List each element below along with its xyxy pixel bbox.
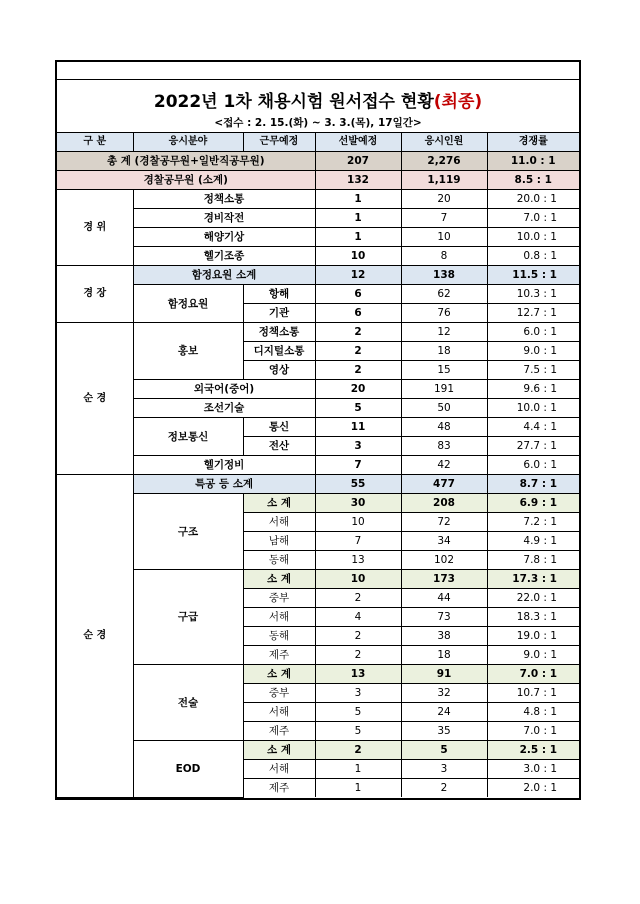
field-cell: 해양기상 [133,228,315,247]
ratio-cell: 6.0 : 1 [487,323,579,342]
application-period: <접수 : 2. 15.(화) ~ 3. 3.(목), 17일간> [214,117,422,129]
ratio-cell: 7.0 : 1 [487,209,579,228]
location-cell: 제주 [243,779,315,798]
location-cell: 정책소통 [243,323,315,342]
quota-cell: 7 [315,456,401,475]
ratio-cell: 10.0 : 1 [487,399,579,418]
group-subtotal-applicants: 5 [401,741,487,760]
quota-cell: 2 [315,627,401,646]
location-cell: 전산 [243,437,315,456]
subtotal-ratio: 8.7 : 1 [487,475,579,494]
police-subtotal-label: 경찰공무원 (소계) [57,171,315,190]
group-subtotal-ratio: 6.9 : 1 [487,494,579,513]
recruitment-status-sheet [55,60,581,800]
ratio-cell: 4.4 : 1 [487,418,579,437]
location-cell: 동해 [243,627,315,646]
applicants-cell: 3 [401,760,487,779]
ratio-cell: 0.8 : 1 [487,247,579,266]
quota-cell: 1 [315,190,401,209]
quota-cell: 3 [315,437,401,456]
applicants-cell: 15 [401,361,487,380]
applicants-cell: 48 [401,418,487,437]
header-row [57,133,579,152]
location-cell: 동해 [243,551,315,570]
location-cell: 디지털소통 [243,342,315,361]
applicants-cell: 83 [401,437,487,456]
police-subtotal-ratio: 8.5 : 1 [487,171,579,190]
group-subtotal-applicants: 173 [401,570,487,589]
applicants-cell: 191 [401,380,487,399]
applicants-cell: 102 [401,551,487,570]
page-title [57,90,579,114]
quota-cell: 3 [315,684,401,703]
group-subtotal-label: 소 계 [243,741,315,760]
ratio-cell: 19.0 : 1 [487,627,579,646]
field-cell: 외국어(중어) [133,380,315,399]
quota-cell: 20 [315,380,401,399]
location-cell: 제주 [243,646,315,665]
table-row [57,247,579,266]
header-quota: 선발예정 [315,133,401,152]
table-row [57,190,579,209]
table-row [57,665,579,684]
table-row [57,323,579,342]
group-subtotal-quota: 10 [315,570,401,589]
applicants-cell: 44 [401,589,487,608]
ratio-cell: 7.5 : 1 [487,361,579,380]
subtotal-ratio: 11.5 : 1 [487,266,579,285]
applicants-cell: 76 [401,304,487,323]
quota-cell: 2 [315,323,401,342]
total-row [57,152,579,171]
applicants-cell: 50 [401,399,487,418]
location-cell: 남해 [243,532,315,551]
applicants-cell: 7 [401,209,487,228]
applicants-cell: 20 [401,190,487,209]
applicants-cell: 38 [401,627,487,646]
quota-cell: 2 [315,589,401,608]
quota-cell: 5 [315,722,401,741]
quota-cell: 10 [315,513,401,532]
table-row [57,494,579,513]
quota-cell: 2 [315,361,401,380]
quota-cell: 4 [315,608,401,627]
applicants-cell: 62 [401,285,487,304]
ratio-cell: 27.7 : 1 [487,437,579,456]
field-cell: 헬기조종 [133,247,315,266]
quota-cell: 13 [315,551,401,570]
group-subtotal-quota: 30 [315,494,401,513]
group-subtotal-label: 소 계 [243,494,315,513]
ratio-cell: 6.0 : 1 [487,456,579,475]
applicants-cell: 18 [401,342,487,361]
ratio-cell: 2.0 : 1 [487,779,579,798]
title-main: 2022년 1차 채용시험 원서접수 현황 [153,92,434,112]
ratio-cell: 10.3 : 1 [487,285,579,304]
table-row [57,570,579,589]
table-row [57,380,579,399]
applicants-cell: 42 [401,456,487,475]
field-cell: 함정요원 [133,285,243,323]
field-cell: 홍보 [133,323,243,380]
table-row [57,741,579,760]
subtotal-applicants: 138 [401,266,487,285]
quota-cell: 10 [315,247,401,266]
quota-cell: 5 [315,399,401,418]
location-cell: 서해 [243,513,315,532]
group-subtotal-label: 소 계 [243,665,315,684]
table-row [57,399,579,418]
quota-cell: 1 [315,209,401,228]
group-subtotal-applicants: 91 [401,665,487,684]
header-ratio: 경쟁률 [487,133,579,152]
ratio-cell: 4.9 : 1 [487,532,579,551]
quota-cell: 1 [315,760,401,779]
applicants-cell: 2 [401,779,487,798]
field-cell: 헬기정비 [133,456,315,475]
grade-sungyeong-special: 순 경 [57,475,133,798]
location-cell: 기관 [243,304,315,323]
group-subtotal-ratio: 17.3 : 1 [487,570,579,589]
ratio-cell: 4.8 : 1 [487,703,579,722]
quota-cell: 6 [315,304,401,323]
location-cell: 제주 [243,722,315,741]
group-subtotal-quota: 2 [315,741,401,760]
ratio-cell: 3.0 : 1 [487,760,579,779]
applicants-cell: 10 [401,228,487,247]
location-cell: 중부 [243,684,315,703]
table-row [57,228,579,247]
location-cell: 서해 [243,608,315,627]
title-final-tag: (최종) [433,92,483,112]
field-cell: EOD [133,741,243,798]
ratio-cell: 20.0 : 1 [487,190,579,209]
subtotal-quota: 12 [315,266,401,285]
ratio-cell: 7.8 : 1 [487,551,579,570]
total-ratio: 11.0 : 1 [487,152,579,171]
ratio-cell: 9.0 : 1 [487,646,579,665]
location-cell: 영상 [243,361,315,380]
field-cell: 구급 [133,570,243,665]
total-applicants: 2,276 [401,152,487,171]
top-blank-row [57,62,579,80]
ratio-cell: 18.3 : 1 [487,608,579,627]
applicants-cell: 34 [401,532,487,551]
quota-cell: 1 [315,779,401,798]
ratio-cell: 12.7 : 1 [487,304,579,323]
quota-cell: 5 [315,703,401,722]
total-label: 총 계 (경찰공무원+일반직공무원) [57,152,315,171]
ratio-cell: 10.0 : 1 [487,228,579,247]
applicants-cell: 32 [401,684,487,703]
applicants-cell: 8 [401,247,487,266]
header-location: 근무예정 [243,133,315,152]
status-table [57,132,579,798]
header-field: 응시분야 [133,133,243,152]
quota-cell: 2 [315,342,401,361]
table-row [57,209,579,228]
group-subtotal-applicants: 208 [401,494,487,513]
quota-cell: 1 [315,228,401,247]
field-cell: 조선기술 [133,399,315,418]
header-applicants: 응시인원 [401,133,487,152]
grade-gyeongwi: 경 위 [57,190,133,266]
subtotal-label: 특공 등 소계 [133,475,315,494]
table-row [57,418,579,437]
field-cell: 정책소통 [133,190,315,209]
grade-sungyeong: 순 경 [57,323,133,475]
subtotal-applicants: 477 [401,475,487,494]
police-subtotal-row [57,171,579,190]
table-row [57,475,579,494]
ratio-cell: 9.0 : 1 [487,342,579,361]
field-cell: 경비작전 [133,209,315,228]
location-cell: 서해 [243,703,315,722]
field-cell: 정보통신 [133,418,243,456]
applicants-cell: 72 [401,513,487,532]
ratio-cell: 10.7 : 1 [487,684,579,703]
applicants-cell: 73 [401,608,487,627]
quota-cell: 2 [315,646,401,665]
applicants-cell: 18 [401,646,487,665]
table-row [57,266,579,285]
quota-cell: 6 [315,285,401,304]
ratio-cell: 22.0 : 1 [487,589,579,608]
group-subtotal-ratio: 7.0 : 1 [487,665,579,684]
applicants-cell: 24 [401,703,487,722]
location-cell: 중부 [243,589,315,608]
group-subtotal-quota: 13 [315,665,401,684]
total-quota: 207 [315,152,401,171]
field-cell: 구조 [133,494,243,570]
ratio-cell: 7.0 : 1 [487,722,579,741]
header-grade: 구 분 [57,133,133,152]
table-row [57,285,579,304]
quota-cell: 11 [315,418,401,437]
grade-gyeongjang: 경 장 [57,266,133,323]
location-cell: 항해 [243,285,315,304]
location-cell: 통신 [243,418,315,437]
police-subtotal-applicants: 1,119 [401,171,487,190]
applicants-cell: 35 [401,722,487,741]
subtotal-label: 함정요원 소계 [133,266,315,285]
location-cell: 서해 [243,760,315,779]
applicants-cell: 12 [401,323,487,342]
table-row [57,456,579,475]
field-cell: 전술 [133,665,243,741]
subtotal-quota: 55 [315,475,401,494]
ratio-cell: 9.6 : 1 [487,380,579,399]
quota-cell: 7 [315,532,401,551]
group-subtotal-label: 소 계 [243,570,315,589]
ratio-cell: 7.2 : 1 [487,513,579,532]
group-subtotal-ratio: 2.5 : 1 [487,741,579,760]
police-subtotal-quota: 132 [315,171,401,190]
